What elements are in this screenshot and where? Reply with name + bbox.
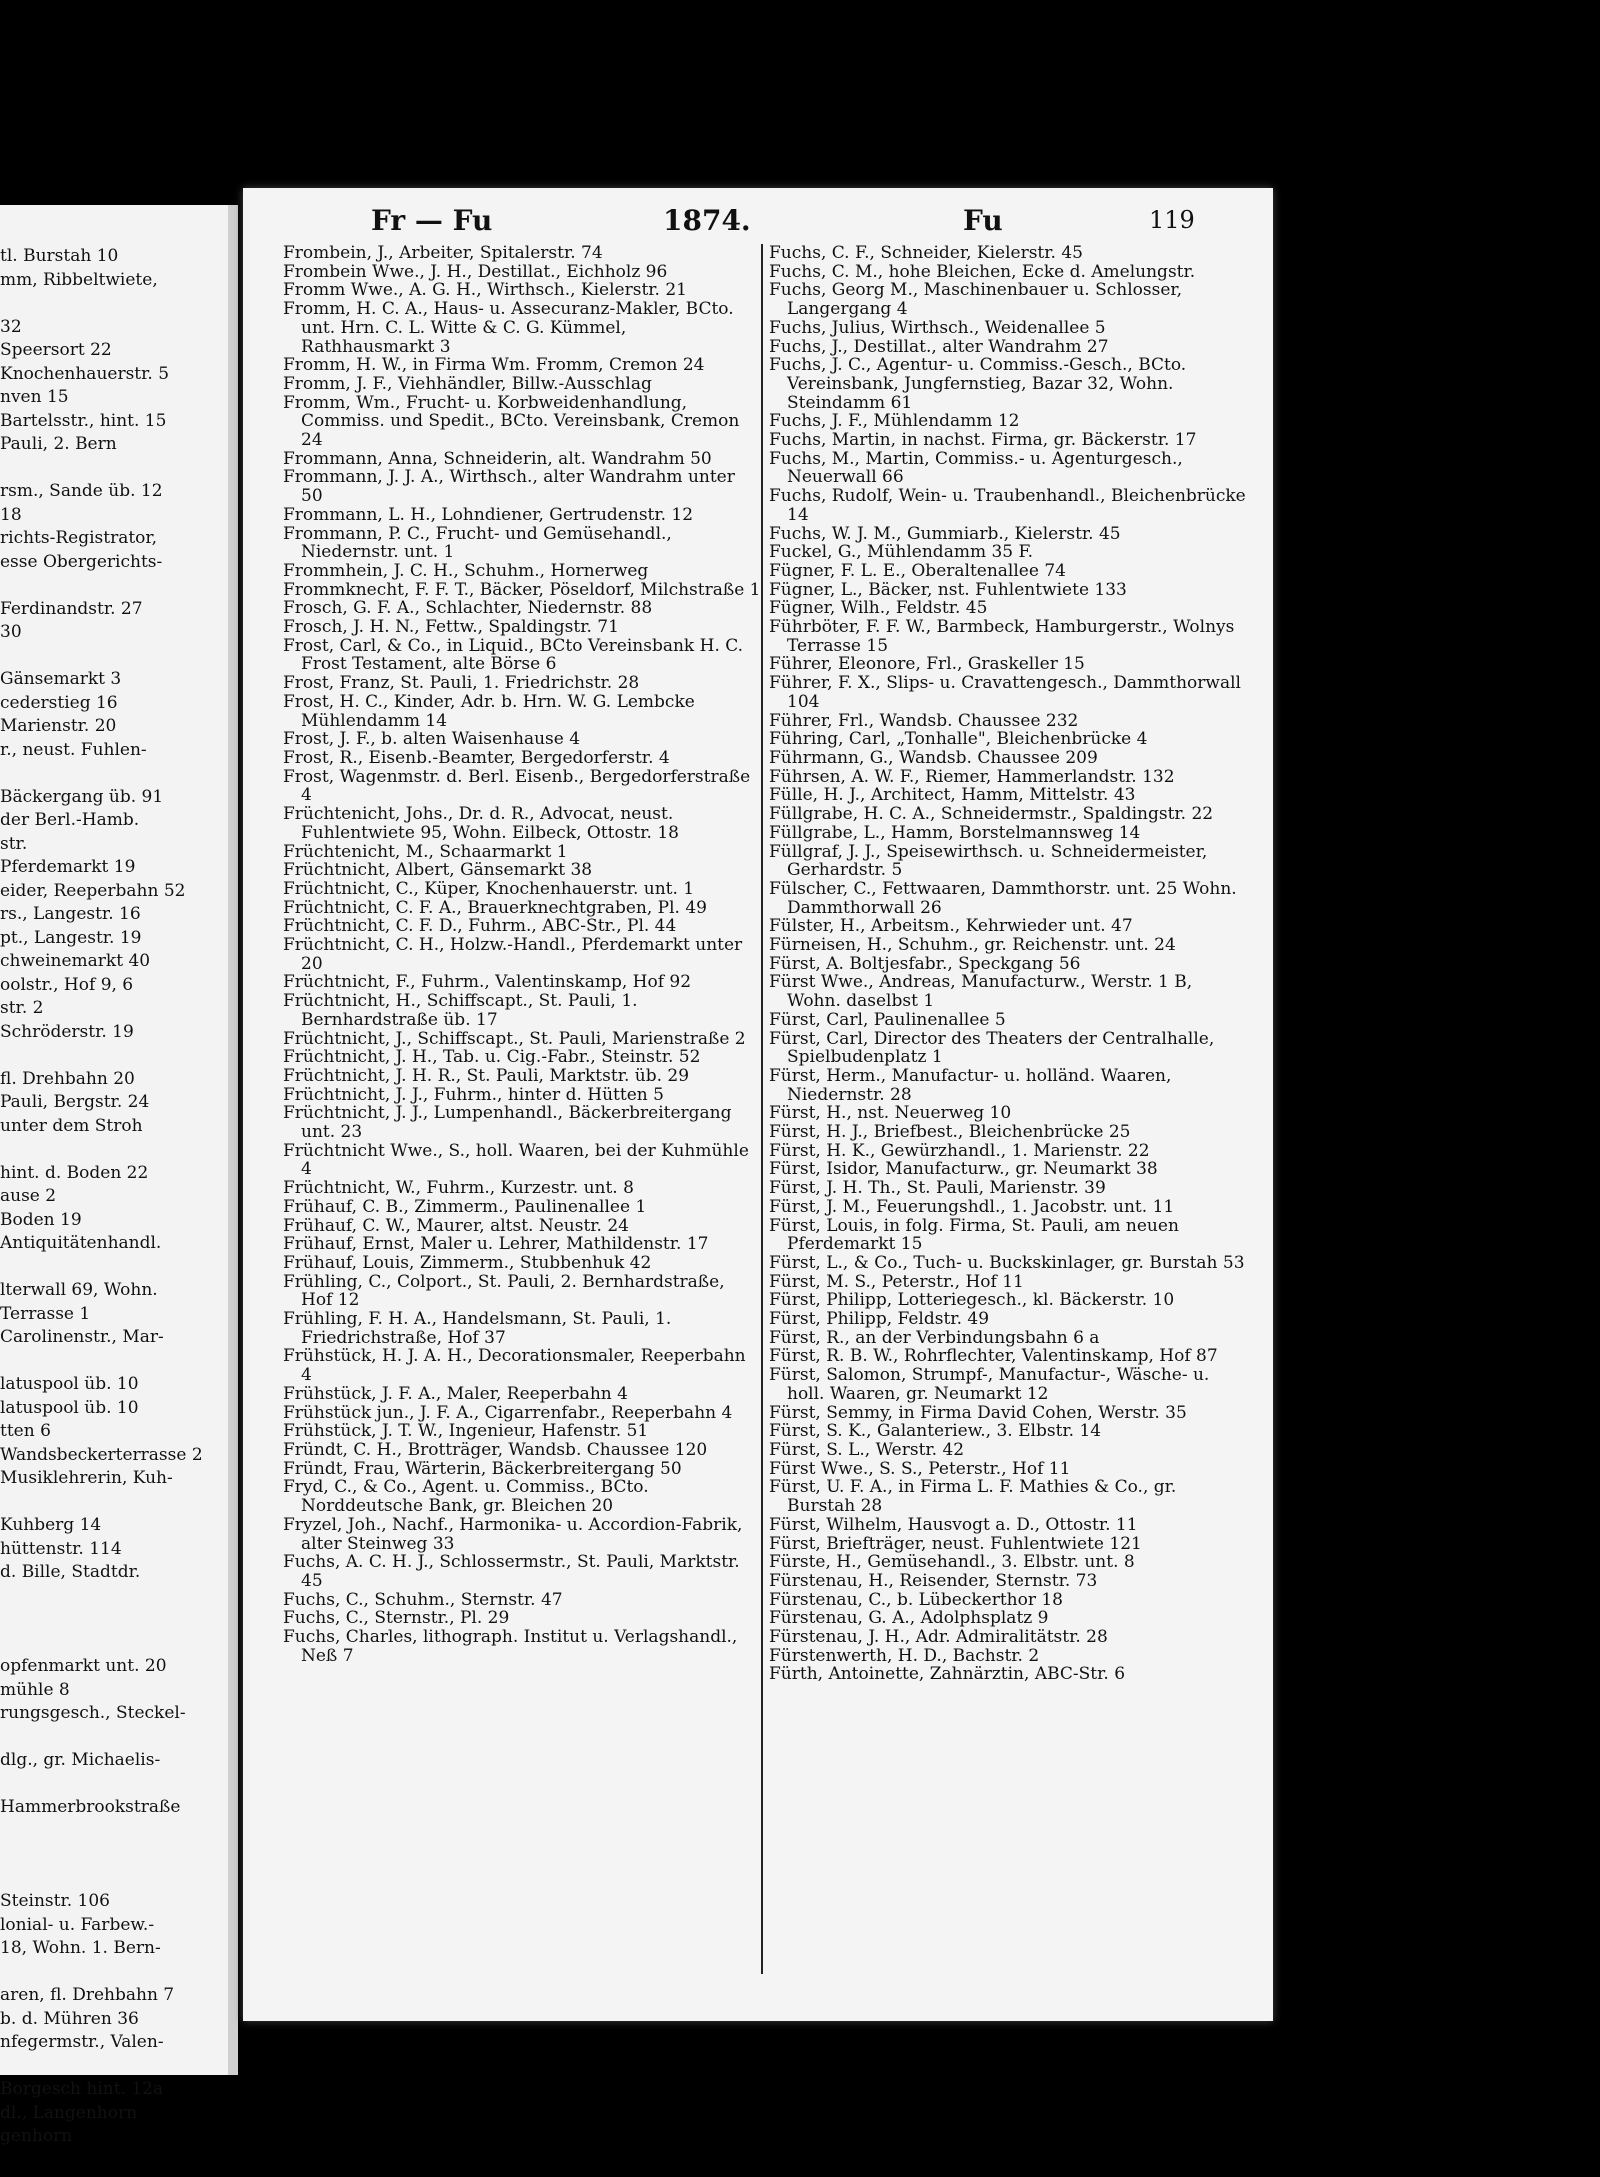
- directory-entry: Fürstenau, J. H., Adr. Admiralitätstr. 28: [769, 1627, 1108, 1648]
- directory-entry: Fürst, S. K., Galanteriew., 3. Elbstr. 14: [769, 1421, 1102, 1442]
- directory-entry: Fürneisen, H., Schuhm., gr. Reichenstr. unt. 24: [769, 935, 1176, 956]
- directory-entry: Fürst, M. S., Peterstr., Hof 11: [769, 1271, 1024, 1292]
- header-alpha-range: Fr — Fu: [371, 204, 493, 237]
- left-page-line: [0, 1585, 228, 1609]
- left-page-line: Steinstr. 106: [0, 1891, 110, 1911]
- left-page-line: [0, 1138, 228, 1162]
- left-page-line: Bäckergang üb. 91: [0, 786, 164, 807]
- directory-entry: Früchtnicht, J. J., Lumpenhandl., Bäckerbreitergang unt. 23: [283, 1103, 732, 1143]
- left-page-line: Marienstr. 20: [0, 716, 117, 736]
- directory-entry: Führsen, A. W. F., Riemer, Hammerlandstr. 132: [769, 766, 1175, 787]
- left-page-line: hüttenstr. 114: [0, 1538, 122, 1559]
- directory-entry: Fürst, J. H. Th., St. Pauli, Marienstr. 39: [769, 1178, 1106, 1199]
- left-page-line: fl. Drehbahn 20: [0, 1068, 135, 1089]
- directory-entry: Frühling, C., Colport., St. Pauli, 2. Bernhardstraße, Hof 12: [283, 1271, 725, 1311]
- left-page-line: Carolinenstr., Mar-: [0, 1327, 164, 1347]
- directory-entry: Frühauf, Ernst, Maler u. Lehrer, Mathildenstr. 17: [283, 1234, 709, 1255]
- directory-entry: Frühstück jun., J. F. A., Cigarrenfabr., Reeperbahn 4: [283, 1402, 733, 1423]
- directory-entry: Fügner, Wilh., Feldstr. 45: [769, 598, 988, 619]
- left-page-line: [0, 1491, 228, 1515]
- left-page-line: [0, 1632, 228, 1656]
- left-page-line: [0, 1867, 228, 1891]
- header-letters: Fu: [963, 204, 1003, 237]
- left-page-line: esse Obergerichts-: [0, 551, 163, 572]
- directory-entry: Fürst, H., nst. Neuerweg 10: [769, 1103, 1012, 1124]
- left-page-line: cederstieg 16: [0, 692, 118, 713]
- directory-entry: Fuchs, C., Sternstr., Pl. 29: [283, 1608, 510, 1629]
- directory-entry: Fürst, Philipp, Lotteriegesch., kl. Bäckerstr. 10: [769, 1290, 1175, 1311]
- directory-entry: Fürstenwerth, H. D., Bachstr. 2: [769, 1645, 1040, 1666]
- left-page-line: tl. Burstah 10: [0, 246, 119, 266]
- left-page-line: [0, 1773, 228, 1797]
- left-page-line: d. Bille, Stadtdr.: [0, 1562, 141, 1582]
- directory-entry: Frombein, J., Arbeiter, Spitalerstr. 74: [283, 243, 603, 263]
- left-page-line: richts-Registrator,: [0, 528, 158, 548]
- left-page-line: pt., Langestr. 19: [0, 927, 142, 948]
- left-page-line: [0, 574, 228, 598]
- directory-entry: Fuchs, C., Schuhm., Sternstr. 47: [283, 1589, 563, 1610]
- left-page-line: oolstr., Hof 9, 6: [0, 974, 134, 995]
- directory-entry: Fürst, L., & Co., Tuch- u. Buckskinlager, gr. Burstah 53: [769, 1252, 1245, 1273]
- directory-entry: Fürst Wwe., S. S., Peterstr., Hof 11: [769, 1458, 1071, 1479]
- left-page-line: genhorn: [0, 2126, 73, 2146]
- directory-entry: Früchtenicht, Johs., Dr. d. R., Advocat, neust. Fuhlentwiete 95, Wohn. Eilbeck, Ottostr. 18: [283, 804, 679, 843]
- directory-entry: Fürst, H. K., Gewürzhandl., 1. Marienstr. 22: [769, 1140, 1150, 1161]
- directory-entry: Fuchs, M., Martin, Commiss.- u. Agenturgesch., Neuerwall 66: [769, 448, 1183, 488]
- left-page-line: Schröderstr. 19: [0, 1021, 134, 1042]
- left-page-line: Kuhberg 14: [0, 1515, 102, 1535]
- left-page-line: [0, 1044, 228, 1068]
- left-page-line: Pauli, 2. Bern: [0, 434, 117, 454]
- directory-entry: Fülscher, C., Fettwaaren, Dammthorstr. unt. 25 Wohn. Dammthorwall 26: [769, 878, 1237, 918]
- directory-entry: Fürst, Wilhelm, Hausvogt a. D., Ottostr. 11: [769, 1514, 1138, 1535]
- left-page-line: rs., Langestr. 16: [0, 904, 141, 924]
- directory-entry: Fromm Wwe., A. G. H., Wirthsch., Kielerstr. 21: [283, 280, 687, 301]
- directory-entry: Früchtnicht, H., Schiffscapt., St. Pauli, 1. Bernhardstraße üb. 17: [283, 991, 638, 1030]
- directory-entry: Frühstück, H. J. A. H., Decorationsmaler, Reeperbahn 4: [283, 1346, 746, 1386]
- left-page-line: dlg., gr. Michaelis-: [0, 1750, 161, 1770]
- left-page-line: [0, 1820, 228, 1844]
- directory-entry: Fürstenau, G. A., Adolphsplatz 9: [769, 1608, 1049, 1629]
- directory-entry: Füllgraf, J. J., Speisewirthsch. u. Schneidermeister, Gerhardstr. 5: [769, 841, 1208, 881]
- left-page-line: Bartelsstr., hint. 15: [0, 410, 167, 431]
- directory-entry: Fürst, R., an der Verbindungsbahn 6 a: [769, 1327, 1100, 1348]
- left-page-line: opfenmarkt unt. 20: [0, 1656, 167, 1676]
- left-page-line: 32: [0, 316, 22, 337]
- directory-entry: Führer, F. X., Slips- u. Cravattengesch., Dammthorwall 104: [769, 673, 1241, 712]
- directory-entry: Führböter, F. F. W., Barmbeck, Hamburgerstr., Wolnys Terrasse 15: [769, 617, 1235, 656]
- directory-entry: Fürst, Carl, Paulinenallee 5: [769, 1009, 1006, 1030]
- left-page-line: nfegermstr., Valen-: [0, 2032, 164, 2052]
- left-page-line: Antiquitätenhandl.: [0, 1233, 162, 1253]
- left-page-line: str. 2: [0, 998, 44, 1018]
- directory-entry: Fügner, F. L. E., Oberaltenallee 74: [769, 560, 1066, 581]
- left-page-line: 30: [0, 622, 22, 642]
- left-page-line: chweinemarkt 40: [0, 951, 151, 971]
- left-page-line: mühle 8: [0, 1679, 70, 1700]
- left-page-line: Musiklehrerin, Kuh-: [0, 1468, 173, 1488]
- directory-entry: Frosch, G. F. A., Schlachter, Niedernstr. 88: [283, 598, 653, 619]
- directory-entry: Fürst, Herm., Manufactur- u. holländ. Waaren, Niedernstr. 28: [769, 1065, 1172, 1105]
- left-page-line: Boden 19: [0, 1209, 82, 1230]
- directory-entry: Fuchs, Georg M., Maschinenbauer u. Schlosser, Langergang 4: [769, 280, 1183, 320]
- directory-entry: Früchtnicht, J., Schiffscapt., St. Pauli, Marienstraße 2: [283, 1028, 746, 1049]
- directory-entry: Früchtnicht Wwe., S., holl. Waaren, bei der Kuhmühle 4: [283, 1140, 749, 1180]
- column-divider: [761, 244, 763, 1974]
- directory-entry: Fürst, A. Boltjesfabr., Speckgang 56: [769, 953, 1081, 974]
- page-number: 119: [1149, 206, 1195, 234]
- directory-entry: Frühling, F. H. A., Handelsmann, St. Pauli, 1. Friedrichstraße, Hof 37: [283, 1309, 672, 1348]
- directory-entry: Früchtnicht, C. F. A., Brauerknechtgraben, Pl. 49: [283, 897, 707, 918]
- directory-entry: Führer, Frl., Wandsb. Chaussee 232: [769, 710, 1079, 731]
- header-year: 1874.: [663, 204, 751, 237]
- left-page-line: str.: [0, 833, 28, 854]
- directory-entry: Frost, R., Eisenb.-Beamter, Bergedorferstr. 4: [283, 747, 670, 768]
- directory-entry: Frost, J. F., b. alten Waisenhause 4: [283, 729, 581, 750]
- directory-entry: Früchtnicht, C. H., Holzw.-Handl., Pferdemarkt unter 20: [283, 935, 743, 974]
- left-page-line: 18, Wohn. 1. Bern-: [0, 1938, 161, 1958]
- directory-entry: Fülle, H. J., Architect, Hamm, Mittelstr. 43: [769, 785, 1136, 806]
- directory-entry: Fürst, H. J., Briefbest., Bleichenbrücke 25: [769, 1122, 1131, 1143]
- left-page-line: lterwall 69, Wohn.: [0, 1280, 158, 1300]
- directory-entry: Füllgrabe, L., Hamm, Borstelmannsweg 14: [769, 822, 1141, 843]
- directory-entry: Fründt, C. H., Brotträger, Wandsb. Chaussee 120: [283, 1440, 708, 1460]
- directory-entry: Frühauf, C. B., Zimmerm., Paulinenallee 1: [283, 1196, 647, 1217]
- directory-entry: Frost, H. C., Kinder, Adr. b. Hrn. W. G. Lembcke Mühlendamm 14: [283, 691, 695, 731]
- directory-entry: Fuchs, J. C., Agentur- u. Commiss.-Gesch., BCto. Vereinsbank, Jungfernstieg, Bazar 32, Wohn. Steindamm 61: [769, 355, 1187, 413]
- directory-entry: Fründt, Frau, Wärterin, Bäckerbreitergang 50: [283, 1458, 682, 1479]
- directory-entry: Füllgrabe, H. C. A., Schneidermstr., Spaldingstr. 22: [769, 804, 1214, 825]
- directory-entry: Fürst, Isidor, Manufacturw., gr. Neumarkt 38: [769, 1159, 1158, 1180]
- left-page-line: Pferdemarkt 19: [0, 857, 136, 877]
- directory-entry: Früchtnicht, C., Küper, Knochenhauerstr. unt. 1: [283, 878, 695, 899]
- directory-entry: Fügner, L., Bäcker, nst. Fuhlentwiete 133: [769, 579, 1127, 600]
- directory-entry: Führing, Carl, „Tonhalle", Bleichenbrücke 4: [769, 729, 1148, 750]
- directory-entry: Fuchs, Rudolf, Wein- u. Traubenhandl., Bleichenbrücke 14: [769, 486, 1246, 525]
- directory-entry: Frommann, L. H., Lohndiener, Gertrudenstr. 12: [283, 504, 694, 525]
- directory-entry: Früchtnicht, C. F. D., Fuhrm., ABC-Str., Pl. 44: [283, 916, 677, 937]
- directory-entry: Frühstück, J. F. A., Maler, Reeperbahn 4: [283, 1383, 628, 1404]
- left-page-line: Hammerbrookstraße: [0, 1797, 181, 1817]
- left-page-line: latuspool üb. 10: [0, 1397, 139, 1418]
- directory-entry: Fürst, Carl, Director des Theaters der Centralhalle, Spielbudenplatz 1: [769, 1028, 1215, 1068]
- directory-entry: Frühauf, C. W., Maurer, altst. Neustr. 24: [283, 1215, 629, 1236]
- directory-entry: Fuckel, G., Mühlendamm 35 F.: [769, 542, 1034, 563]
- directory-column-right: [769, 244, 1247, 1684]
- directory-entry: Fürstenau, H., Reisender, Sternstr. 73: [769, 1570, 1098, 1591]
- directory-entry: Fürst, Philipp, Feldstr. 49: [769, 1309, 990, 1330]
- directory-entry: Fuchs, Martin, in nachst. Firma, gr. Bäckerstr. 17: [769, 430, 1197, 451]
- left-page-line: Terrasse 1: [0, 1303, 91, 1324]
- left-page-line: mm, Ribbeltwiete,: [0, 269, 158, 290]
- directory-entry: Fürst, Briefträger, neust. Fuhlentwiete 121: [769, 1533, 1142, 1554]
- left-page-line: Gänsemarkt 3: [0, 669, 122, 689]
- directory-entry: Fuchs, Charles, lithograph. Institut u. Verlagshandl., Neß 7: [283, 1627, 738, 1666]
- page-header: [243, 198, 1273, 242]
- right-page: [243, 188, 1273, 2021]
- directory-entry: Frombein Wwe., J. H., Destillat., Eichholz 96: [283, 261, 668, 282]
- directory-entry: Fuchs, Julius, Wirthsch., Weidenallee 5: [769, 317, 1106, 338]
- left-page-line: Wandsbeckerterrasse 2: [0, 1444, 203, 1465]
- directory-entry: Fürst Wwe., Andreas, Manufacturw., Werstr. 1 B, Wohn. daselbst 1: [769, 972, 1193, 1012]
- directory-entry: Führer, Eleonore, Frl., Graskeller 15: [769, 654, 1085, 675]
- left-page-line: Ferdinandstr. 27: [0, 598, 143, 619]
- book-gutter: [228, 205, 238, 2075]
- directory-entry: Früchtnicht, J. H. R., St. Pauli, Marktstr. üb. 29: [283, 1065, 690, 1086]
- left-page-line: Speersort 22: [0, 340, 112, 360]
- directory-entry: Fromm, H. C. A., Haus- u. Assecuranz-Makler, BCto. unt. Hrn. C. L. Witte & C. G. Kümmel, Rathhausmarkt 3: [283, 299, 734, 357]
- left-page-lines: [0, 245, 228, 2149]
- left-page-line: rungsgesch., Steckel-: [0, 1703, 186, 1723]
- directory-entry: Frommknecht, F. F. T., Bäcker, Pöseldorf, Milchstraße 1: [283, 579, 761, 600]
- left-page-line: [0, 762, 228, 786]
- left-page-line: Knochenhauerstr. 5: [0, 363, 170, 384]
- directory-entry: Früchtnicht, Albert, Gänsemarkt 38: [283, 860, 593, 881]
- left-page-line: 18: [0, 504, 22, 525]
- directory-entry: Früchtnicht, J. J., Fuhrm., hinter d. Hütten 5: [283, 1084, 664, 1105]
- directory-entry: Fromm, J. F., Viehhändler, Billw.-Ausschlag: [283, 373, 652, 394]
- directory-entry: Fuchs, C. M., hohe Bleichen, Ecke d. Amelungstr.: [769, 261, 1196, 282]
- directory-entry: Fürst, U. F. A., in Firma L. F. Mathies & Co., gr. Burstah 28: [769, 1477, 1177, 1517]
- directory-entry: Früchtnicht, F., Fuhrm., Valentinskamp, Hof 92: [283, 972, 692, 993]
- directory-entry: Fürste, H., Gemüsehandl., 3. Elbstr. unt. 8: [769, 1552, 1135, 1573]
- left-page-line: [0, 1961, 228, 1985]
- left-page-line: lonial- u. Farbew.-: [0, 1914, 155, 1935]
- directory-entry: Führmann, G., Wandsb. Chaussee 209: [769, 747, 1098, 768]
- directory-entry: Fürst, J. M., Feuerungshdl., 1. Jacobstr. unt. 11: [769, 1196, 1175, 1217]
- left-page-line: unter dem Stroh: [0, 1115, 143, 1136]
- left-page-line: [0, 1350, 228, 1374]
- directory-entry: Fürstenau, C., b. Lübeckerthor 18: [769, 1589, 1063, 1610]
- directory-entry: Fürst, R. B. W., Rohrflechter, Valentinskamp, Hof 87: [769, 1346, 1218, 1367]
- directory-entry: Fuchs, J., Destillat., alter Wandrahm 27: [769, 336, 1109, 357]
- directory-entry: Fromm, H. W., in Firma Wm. Fromm, Cremon 24: [283, 355, 705, 376]
- left-page-line: der Berl.-Hamb.: [0, 810, 140, 830]
- left-page-line: [0, 457, 228, 481]
- left-page-line: Borgesch hint. 12a: [0, 2079, 164, 2099]
- directory-entry: Frost, Carl, & Co., in Liquid., BCto Vereinsbank H. C. Frost Testament, alte Börse 6: [283, 635, 744, 675]
- directory-entry: Fürst, Louis, in folg. Firma, St. Pauli, am neuen Pferdemarkt 15: [769, 1215, 1179, 1255]
- directory-entry: Frommann, Anna, Schneiderin, alt. Wandrahm 50: [283, 448, 712, 469]
- left-page-line: [0, 1256, 228, 1280]
- directory-entry: Fromm, Wm., Frucht- u. Korbweidenhandlung, Commiss. und Spedit., BCto. Vereinsbank, Cremon 24: [283, 392, 740, 451]
- directory-entry: Fuchs, J. F., Mühlendamm 12: [769, 411, 1020, 432]
- directory-entry: Früchtenicht, M., Schaarmarkt 1: [283, 841, 568, 862]
- left-page-line: [0, 1843, 228, 1867]
- left-page-fragment: [0, 205, 228, 2146]
- directory-entry: Frommhein, J. C. H., Schuhm., Hornerweg: [283, 560, 649, 581]
- left-page-line: [0, 1726, 228, 1750]
- directory-entry: Frommann, P. C., Frucht- und Gemüsehandl., Niedernstr. unt. 1: [283, 523, 672, 563]
- left-page-line: ause 2: [0, 1186, 57, 1206]
- directory-entry: Fürst, Salomon, Strumpf-, Manufactur-, Wäsche- u. holl. Waaren, gr. Neumarkt 12: [769, 1365, 1210, 1404]
- directory-entry: Früchtnicht, J. H., Tab. u. Cig.-Fabr., Steinstr. 52: [283, 1047, 701, 1068]
- directory-entry: Frost, Franz, St. Pauli, 1. Friedrichstr. 28: [283, 673, 640, 694]
- directory-entry: Fuchs, C. F., Schneider, Kielerstr. 45: [769, 243, 1083, 263]
- directory-entry: Frommann, J. J. A., Wirthsch., alter Wandrahm unter 50: [283, 467, 735, 507]
- directory-entry: Frosch, J. H. N., Fettw., Spaldingstr. 71: [283, 617, 619, 638]
- left-page-line: r., neust. Fuhlen-: [0, 739, 147, 760]
- directory-entry: Fürst, S. L., Werstr. 42: [769, 1440, 965, 1460]
- left-page-line: [0, 645, 228, 669]
- directory-entry: Fuchs, W. J. M., Gummiarb., Kielerstr. 45: [769, 523, 1121, 544]
- directory-entry: Fryzel, Joh., Nachf., Harmonika- u. Accordion-Fabrik, alter Steinweg 33: [283, 1514, 743, 1554]
- left-page-line: [0, 1608, 228, 1632]
- left-page-line: aren, fl. Drehbahn 7: [0, 1985, 175, 2005]
- left-page-line: eider, Reeperbahn 52: [0, 880, 186, 901]
- directory-column-left: [283, 244, 761, 1665]
- left-page-line: hint. d. Boden 22: [0, 1162, 149, 1183]
- directory-entry: Frühauf, Louis, Zimmerm., Stubbenhuk 42: [283, 1252, 652, 1273]
- left-page-line: [0, 292, 228, 316]
- left-page-line: tten 6: [0, 1421, 51, 1441]
- directory-entry: Früchtnicht, W., Fuhrm., Kurzestr. unt. 8: [283, 1178, 634, 1199]
- left-page-line: nven 15: [0, 387, 69, 407]
- left-page-line: dl., Langenhorn: [0, 2102, 138, 2123]
- left-page-line: rsm., Sande üb. 12: [0, 481, 163, 501]
- left-page-line: b. d. Mühren 36: [0, 2008, 139, 2029]
- directory-entry: Fülster, H., Arbeitsm., Kehrwieder unt. 47: [769, 916, 1133, 937]
- left-page-line: Pauli, Bergstr. 24: [0, 1092, 150, 1112]
- directory-entry: Fürth, Antoinette, Zahnärztin, ABC-Str. 6: [769, 1664, 1126, 1685]
- directory-entry: Frühstück, J. T. W., Ingenieur, Hafenstr. 51: [283, 1421, 649, 1442]
- directory-entry: Frost, Wagenmstr. d. Berl. Eisenb., Bergedorferstraße 4: [283, 766, 751, 806]
- directory-entry: Fürst, Semmy, in Firma David Cohen, Werstr. 35: [769, 1402, 1187, 1423]
- left-page-line: [0, 2055, 228, 2079]
- left-page-line: latuspool üb. 10: [0, 1374, 139, 1394]
- directory-entry: Fuchs, A. C. H. J., Schlossermstr., St. Pauli, Marktstr. 45: [283, 1552, 740, 1591]
- directory-entry: Fryd, C., & Co., Agent. u. Commiss., BCto. Norddeutsche Bank, gr. Bleichen 20: [283, 1477, 649, 1517]
